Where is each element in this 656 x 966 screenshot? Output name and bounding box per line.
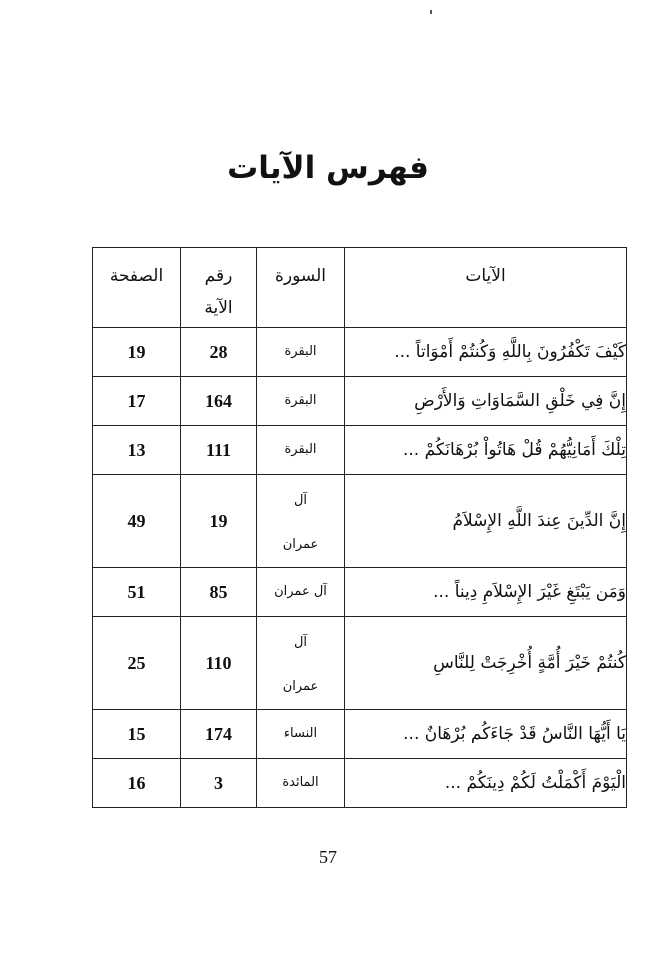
page-title: فهرس الآيات bbox=[227, 150, 429, 186]
surah-cell: المائدة bbox=[257, 759, 345, 808]
surah-cell bbox=[257, 617, 345, 710]
page-number: 57 bbox=[319, 847, 337, 867]
page-cell: 15 bbox=[93, 710, 181, 759]
page-cell: 17 bbox=[93, 377, 181, 426]
verse-index-table bbox=[92, 247, 627, 808]
ayah-number-cell: 85 bbox=[181, 568, 257, 617]
table-row bbox=[93, 426, 627, 475]
surah-cell: البقرة bbox=[257, 377, 345, 426]
header-ayah-number-line1: رقم bbox=[204, 266, 233, 286]
table-row bbox=[93, 759, 627, 808]
surah-line1: آل bbox=[293, 493, 308, 508]
table-header-row bbox=[93, 248, 627, 328]
ayah-number-cell: 28 bbox=[181, 328, 257, 377]
scan-mark bbox=[430, 10, 432, 14]
header-ayah-number-line2: الآية bbox=[204, 298, 233, 318]
table-row bbox=[93, 377, 627, 426]
page-cell: 19 bbox=[93, 328, 181, 377]
verse-cell: تِلْكَ أَمَانِيُّهُمْ قُلْ هَاتُواْ بُرْهَانَكُمْ ... bbox=[345, 426, 627, 475]
surah-cell: النساء bbox=[257, 710, 345, 759]
table-row bbox=[93, 475, 627, 568]
header-page: الصفحة bbox=[93, 248, 181, 328]
ayah-number-cell: 110 bbox=[181, 617, 257, 710]
table-row bbox=[93, 568, 627, 617]
page-cell: 13 bbox=[93, 426, 181, 475]
surah-cell: البقرة bbox=[257, 328, 345, 377]
table-row bbox=[93, 710, 627, 759]
ayah-number-cell: 3 bbox=[181, 759, 257, 808]
verse-cell: إِنَّ فِي خَلْقِ السَّمَاوَاتِ وَالأَرْضِ bbox=[345, 377, 627, 426]
surah-line1: آل bbox=[293, 635, 308, 650]
table-row bbox=[93, 617, 627, 710]
surah-cell bbox=[257, 475, 345, 568]
table-row bbox=[93, 328, 627, 377]
surah-line2: عمران bbox=[282, 679, 319, 694]
verse-cell: يَا أَيُّهَا النَّاسُ قَدْ جَاءَكُم بُرْهَانٌ ... bbox=[345, 710, 627, 759]
verse-cell: وَمَن يَبْتَغِ غَيْرَ الإِسْلاَمِ دِيناً ... bbox=[345, 568, 627, 617]
surah-cell: البقرة bbox=[257, 426, 345, 475]
verse-cell: كَيْفَ تَكْفُرُونَ بِاللَّهِ وَكُنتُمْ أَمْوَاتاً ... bbox=[345, 328, 627, 377]
ayah-number-cell: 19 bbox=[181, 475, 257, 568]
verse-cell: الْيَوْمَ أَكْمَلْتُ لَكُمْ دِينَكُمْ ... bbox=[345, 759, 627, 808]
surah-cell: آل عمران bbox=[257, 568, 345, 617]
page-cell: 49 bbox=[93, 475, 181, 568]
page-cell: 16 bbox=[93, 759, 181, 808]
ayah-number-cell: 174 bbox=[181, 710, 257, 759]
header-verses: الآيات bbox=[345, 248, 627, 328]
verse-cell: إِنَّ الدِّينَ عِندَ اللَّهِ الإِسْلاَمُ bbox=[345, 475, 627, 568]
header-surah: السورة bbox=[257, 248, 345, 328]
ayah-number-cell: 164 bbox=[181, 377, 257, 426]
header-ayah-number bbox=[181, 248, 257, 328]
ayah-number-cell: 111 bbox=[181, 426, 257, 475]
verse-cell: كُنتُمْ خَيْرَ أُمَّةٍ أُخْرِجَتْ لِلنَّاسِ bbox=[345, 617, 627, 710]
page-cell: 25 bbox=[93, 617, 181, 710]
page-cell: 51 bbox=[93, 568, 181, 617]
surah-line2: عمران bbox=[282, 537, 319, 552]
